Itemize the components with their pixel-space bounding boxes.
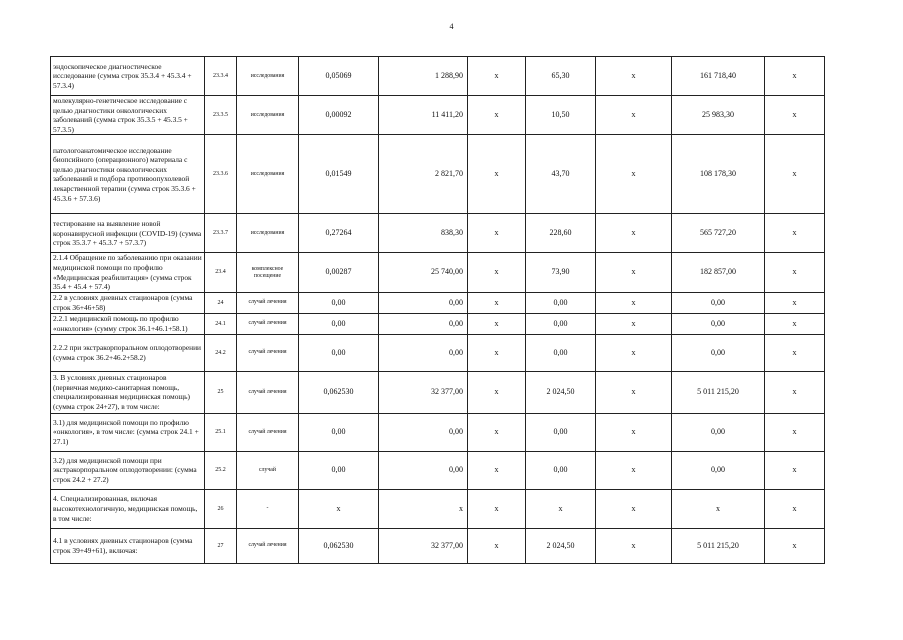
- table-cell-norm: 0,01549: [299, 135, 379, 214]
- table-cell-unit: исследования: [237, 57, 299, 96]
- table-cell-x: х: [468, 292, 526, 313]
- table-cell-cost: 0,00: [379, 334, 468, 371]
- table-cell-value: 73,90: [526, 253, 596, 292]
- table-cell-cost: 32 377,00: [379, 371, 468, 413]
- table-row: [51, 57, 825, 96]
- table-cell-code: 25.2: [205, 451, 237, 489]
- table-cell-unit: случай: [237, 451, 299, 489]
- table-cell-name: 4. Специализированная, включая высокотехнологичную, медицинская помощь, в том числе:: [51, 489, 205, 528]
- table-cell-total: 5 011 215,20: [672, 371, 765, 413]
- table-cell-code: 25.1: [205, 413, 237, 451]
- table-cell-x: х: [596, 413, 672, 451]
- table-cell-x: х: [765, 135, 825, 214]
- table-cell-code: 27: [205, 528, 237, 563]
- table-cell-code: 23.3.4: [205, 57, 237, 96]
- table-row: [51, 371, 825, 413]
- table-cell-x: х: [468, 334, 526, 371]
- table-cell-x: х: [596, 214, 672, 253]
- table-cell-x: х: [468, 371, 526, 413]
- table-cell-x: х: [765, 57, 825, 96]
- table-cell-x: х: [596, 57, 672, 96]
- table-cell-code: 24.1: [205, 313, 237, 334]
- table-cell-x: х: [468, 489, 526, 528]
- table-cell-total: 0,00: [672, 313, 765, 334]
- table-cell-x: х: [596, 292, 672, 313]
- table-row: [51, 135, 825, 214]
- table-cell-code: 23.3.6: [205, 135, 237, 214]
- table-cell-norm: 0,00: [299, 313, 379, 334]
- table-cell-total: 161 718,40: [672, 57, 765, 96]
- table-cell-norm: 0,27264: [299, 214, 379, 253]
- table-cell-total: х: [672, 489, 765, 528]
- table-cell-x: х: [596, 135, 672, 214]
- table-cell-cost: 0,00: [379, 451, 468, 489]
- table-cell-x: х: [468, 96, 526, 135]
- table-cell-unit: случай лечения: [237, 292, 299, 313]
- table-cell-x: х: [765, 489, 825, 528]
- table-cell-value: 10,50: [526, 96, 596, 135]
- table-row: [51, 489, 825, 528]
- table-cell-unit: случай лечения: [237, 371, 299, 413]
- table-cell-name: тестирование на выявление новой коронавирусной инфекции (COVID-19) (сумма строк 35.3.7 + 45.3.7 + 57.3.7): [51, 214, 205, 253]
- table-cell-norm: 0,00092: [299, 96, 379, 135]
- table-cell-norm: 0,062530: [299, 371, 379, 413]
- table-cell-value: 2 024,50: [526, 371, 596, 413]
- table-cell-x: х: [596, 334, 672, 371]
- table-cell-name: 2.2.1 медицинской помощь по профилю «онкология» (сумму строк 36.1+46.1+58.1): [51, 313, 205, 334]
- table-cell-norm: 0,05069: [299, 57, 379, 96]
- table-body: [51, 57, 825, 564]
- table-cell-x: х: [765, 334, 825, 371]
- table-cell-total: 0,00: [672, 413, 765, 451]
- table-cell-unit: случай лечения: [237, 334, 299, 371]
- table-cell-cost: 2 821,70: [379, 135, 468, 214]
- table-cell-total: 5 011 215,20: [672, 528, 765, 563]
- table-cell-value: 228,60: [526, 214, 596, 253]
- table-cell-cost: 1 288,90: [379, 57, 468, 96]
- table-cell-value: 43,70: [526, 135, 596, 214]
- table-cell-total: 25 983,30: [672, 96, 765, 135]
- table-cell-value: 65,30: [526, 57, 596, 96]
- table-cell-name: 3. В условиях дневных стационаров (первичная медико-санитарная помощь, специализированная медицинская помощь) (сумма строк 24+27), в том числе:: [51, 371, 205, 413]
- table-cell-total: 0,00: [672, 334, 765, 371]
- table-cell-x: х: [596, 253, 672, 292]
- table-cell-name: молекулярно-генетическое исследование с целью диагностики онкологических заболеваний (сумма строк 35.3.5 + 45.3.5 + 57.3.5): [51, 96, 205, 135]
- table-cell-x: х: [468, 253, 526, 292]
- table-row: [51, 253, 825, 292]
- table-cell-name: эндоскопическое диагностическое исследование (сумма строк 35.3.4 + 45.3.4 + 57.3.4): [51, 57, 205, 96]
- table-cell-cost: 0,00: [379, 413, 468, 451]
- table-cell-code: 23.3.7: [205, 214, 237, 253]
- table-cell-x: х: [765, 313, 825, 334]
- table-cell-total: 0,00: [672, 292, 765, 313]
- table-cell-unit: случай лечения: [237, 413, 299, 451]
- table-cell-unit: случай лечения: [237, 528, 299, 563]
- table-cell-x: х: [596, 528, 672, 563]
- table-row: [51, 214, 825, 253]
- table-cell-cost: 0,00: [379, 313, 468, 334]
- table-cell-unit: исследования: [237, 135, 299, 214]
- table-cell-cost: 838,30: [379, 214, 468, 253]
- table-cell-x: х: [596, 313, 672, 334]
- table-cell-x: х: [596, 451, 672, 489]
- table-cell-total: 108 178,30: [672, 135, 765, 214]
- table-cell-value: х: [526, 489, 596, 528]
- table-cell-name: 2.2.2 при экстракорпоральном оплодотворении (сумма строк 36.2+46.2+58.2): [51, 334, 205, 371]
- table-row: [51, 292, 825, 313]
- table-cell-value: 0,00: [526, 292, 596, 313]
- table-cell-total: 182 857,00: [672, 253, 765, 292]
- table-cell-value: 0,00: [526, 334, 596, 371]
- table-cell-name: 2.1.4 Обращение по заболеванию при оказании медицинской помощи по профилю «Медицинская реабилитация» (сумма строк 35.4 + 45.4 + 57.4): [51, 253, 205, 292]
- table-cell-unit: -: [237, 489, 299, 528]
- table-cell-code: 23.4: [205, 253, 237, 292]
- table-cell-cost: 11 411,20: [379, 96, 468, 135]
- table-cell-name: патологоанатомическое исследование биопсийного (операционного) материала с целью диагностики онкологических заболеваний и подбора противоопухолевой лекарственной терапии (сумма строк 35.3.6 + 45.3.6 + 57.3.6): [51, 135, 205, 214]
- table-cell-total: 0,00: [672, 451, 765, 489]
- table-row: [51, 313, 825, 334]
- table-cell-unit: исследования: [237, 214, 299, 253]
- table-cell-norm: 0,00: [299, 334, 379, 371]
- table-cell-x: х: [468, 57, 526, 96]
- table-cell-x: х: [765, 451, 825, 489]
- table-cell-norm: 0,00287: [299, 253, 379, 292]
- table-row: [51, 334, 825, 371]
- table-cell-norm: х: [299, 489, 379, 528]
- table-cell-x: х: [468, 313, 526, 334]
- table-cell-name: 3.2) для медицинской помощи при экстракорпоральном оплодотворении: (сумма строк 24.2 + 27.2): [51, 451, 205, 489]
- table-cell-code: 23.3.5: [205, 96, 237, 135]
- table-cell-x: х: [765, 96, 825, 135]
- table-cell-x: х: [468, 413, 526, 451]
- table-cell-name: 2.2 в условиях дневных стационаров (сумма строк 36+46+58): [51, 292, 205, 313]
- table-cell-name: 4.1 в условиях дневных стационаров (сумма строк 39+49+61), включая:: [51, 528, 205, 563]
- table-cell-x: х: [765, 214, 825, 253]
- table-cell-cost: 32 377,00: [379, 528, 468, 563]
- table-cell-x: х: [765, 371, 825, 413]
- financing-table: [50, 56, 825, 564]
- table-cell-norm: 0,00: [299, 413, 379, 451]
- table-row: [51, 451, 825, 489]
- table-row: [51, 96, 825, 135]
- table-cell-norm: 0,062530: [299, 528, 379, 563]
- page-number: 4: [449, 22, 454, 31]
- table-cell-code: 26: [205, 489, 237, 528]
- table-cell-cost: х: [379, 489, 468, 528]
- table-cell-code: 24: [205, 292, 237, 313]
- table-cell-x: х: [596, 96, 672, 135]
- table-cell-x: х: [765, 413, 825, 451]
- table-cell-cost: 25 740,00: [379, 253, 468, 292]
- table-cell-x: х: [468, 214, 526, 253]
- table-cell-value: 0,00: [526, 313, 596, 334]
- table-cell-cost: 0,00: [379, 292, 468, 313]
- table-cell-norm: 0,00: [299, 292, 379, 313]
- table-cell-x: х: [596, 371, 672, 413]
- table-cell-value: 0,00: [526, 451, 596, 489]
- table-cell-x: х: [765, 528, 825, 563]
- table-row: [51, 413, 825, 451]
- table-cell-unit: случай лечения: [237, 313, 299, 334]
- table-cell-x: х: [468, 528, 526, 563]
- table-cell-x: х: [468, 451, 526, 489]
- table-cell-value: 2 024,50: [526, 528, 596, 563]
- table-cell-name: 3.1) для медицинской помощи по профилю «онкология», в том числе: (сумма строк 24.1 + 27.1): [51, 413, 205, 451]
- table-cell-x: х: [765, 292, 825, 313]
- table-cell-code: 25: [205, 371, 237, 413]
- table-cell-value: 0,00: [526, 413, 596, 451]
- table-cell-x: х: [468, 135, 526, 214]
- table-cell-total: 565 727,20: [672, 214, 765, 253]
- table-cell-unit: комплексное посещение: [237, 253, 299, 292]
- table-cell-unit: исследования: [237, 96, 299, 135]
- table-cell-norm: 0,00: [299, 451, 379, 489]
- table-cell-x: х: [596, 489, 672, 528]
- table-cell-x: х: [765, 253, 825, 292]
- table-row: [51, 528, 825, 563]
- table-cell-code: 24.2: [205, 334, 237, 371]
